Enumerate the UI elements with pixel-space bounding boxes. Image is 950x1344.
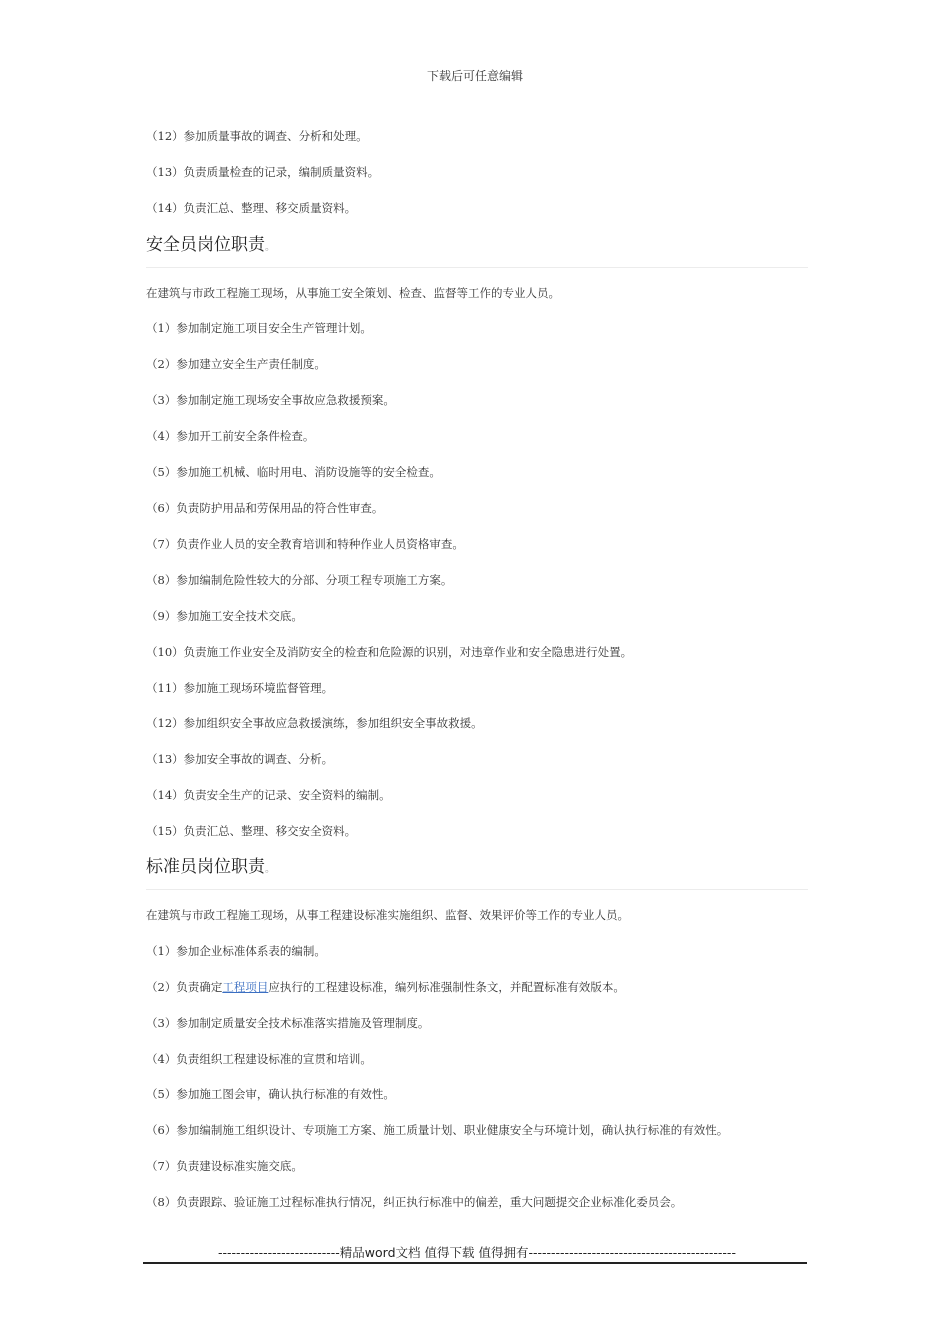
safety-item-7: （7）负责作业人员的安全教育培训和特种作业人员资格审查。 xyxy=(146,537,464,551)
standard-item-5: （5）参加施工图会审，确认执行标准的有效性。 xyxy=(146,1087,395,1101)
safety-item-5: （5）参加施工机械、临时用电、消防设施等的安全检查。 xyxy=(146,465,441,479)
quality-item-12: （12）参加质量事故的调查、分析和处理。 xyxy=(146,129,368,143)
safety-item-10: （10）负责施工作业安全及消防安全的检查和危险源的识别，对违章作业和安全隐患进行处置。 xyxy=(146,645,633,659)
safety-item-4: （4）参加开工前安全条件检查。 xyxy=(146,429,315,443)
standard-heading-text: 标准员岗位职责 xyxy=(146,857,265,877)
standard-item-3: （3）参加制定质量安全技术标准落实措施及管理制度。 xyxy=(146,1016,430,1030)
safety-heading-rule xyxy=(146,267,808,268)
quality-item-13: （13）负责质量检查的记录，编制质量资料。 xyxy=(146,165,380,179)
safety-item-2: （2）参加建立安全生产责任制度。 xyxy=(146,357,326,371)
standard-heading-rule xyxy=(146,889,808,890)
standard-item-7: （7）负责建设标准实施交底。 xyxy=(146,1159,303,1173)
safety-item-14: （14）负责安全生产的记录、安全资料的编制。 xyxy=(146,788,391,802)
quality-item-14: （14）负责汇总、整理、移交质量资料。 xyxy=(146,201,357,215)
project-link[interactable]: 工程项目 xyxy=(222,980,269,994)
standard-item-2-after: 应执行的工程建设标准，编列标准强制性条文，并配置标准有效版本。 xyxy=(268,980,625,994)
standard-item-8: （8）负责跟踪、验证施工过程标准执行情况，纠正执行标准中的偏差，重大问题提交企业标准化委员会。 xyxy=(146,1195,683,1209)
safety-item-6: （6）负责防护用品和劳保用品的符合性审查。 xyxy=(146,501,384,515)
safety-item-1: （1）参加制定施工项目安全生产管理计划。 xyxy=(146,321,372,335)
safety-item-13: （13）参加安全事故的调查、分析。 xyxy=(146,752,334,766)
safety-intro: 在建筑与市政工程施工现场，从事施工安全策划、检查、监督等工作的专业人员。 xyxy=(146,286,560,300)
footer-rule xyxy=(143,1262,807,1264)
standard-item-2-before: （2）负责确定 xyxy=(146,980,223,994)
safety-item-8: （8）参加编制危险性较大的分部、分项工程专项施工方案。 xyxy=(146,573,453,587)
standard-item-6: （6）参加编制施工组织设计、专项施工方案、施工质量计划、职业健康安全与环境计划，确认执行标准的有效性。 xyxy=(146,1123,729,1137)
standard-heading-mark: 。 xyxy=(265,864,275,875)
safety-heading-text: 安全员岗位职责 xyxy=(146,235,265,255)
safety-item-3: （3）参加制定施工现场安全事故应急救援预案。 xyxy=(146,393,395,407)
page-header: 下载后可任意编辑 xyxy=(426,69,523,83)
safety-heading-mark: 。 xyxy=(265,242,275,253)
safety-item-11: （11）参加施工现场环境监督管理。 xyxy=(146,681,334,695)
safety-item-12: （12）参加组织安全事故应急救援演练，参加组织安全事故救援。 xyxy=(146,716,483,730)
standard-heading xyxy=(146,856,275,881)
standard-intro: 在建筑与市政工程施工现场，从事工程建设标准实施组织、监督、效果评价等工作的专业人员。 xyxy=(146,908,629,922)
page-footer: ---------------------------精品word文档 值得下载 值得拥有---------------------------------------------- xyxy=(218,1245,736,1260)
standard-item-4: （4）负责组织工程建设标准的宣贯和培训。 xyxy=(146,1052,372,1066)
safety-item-15: （15）负责汇总、整理、移交安全资料。 xyxy=(146,824,357,838)
safety-heading xyxy=(146,234,275,259)
standard-item-2 xyxy=(146,979,625,995)
standard-item-1: （1）参加企业标准体系表的编制。 xyxy=(146,944,326,958)
safety-item-9: （9）参加施工安全技术交底。 xyxy=(146,609,303,623)
